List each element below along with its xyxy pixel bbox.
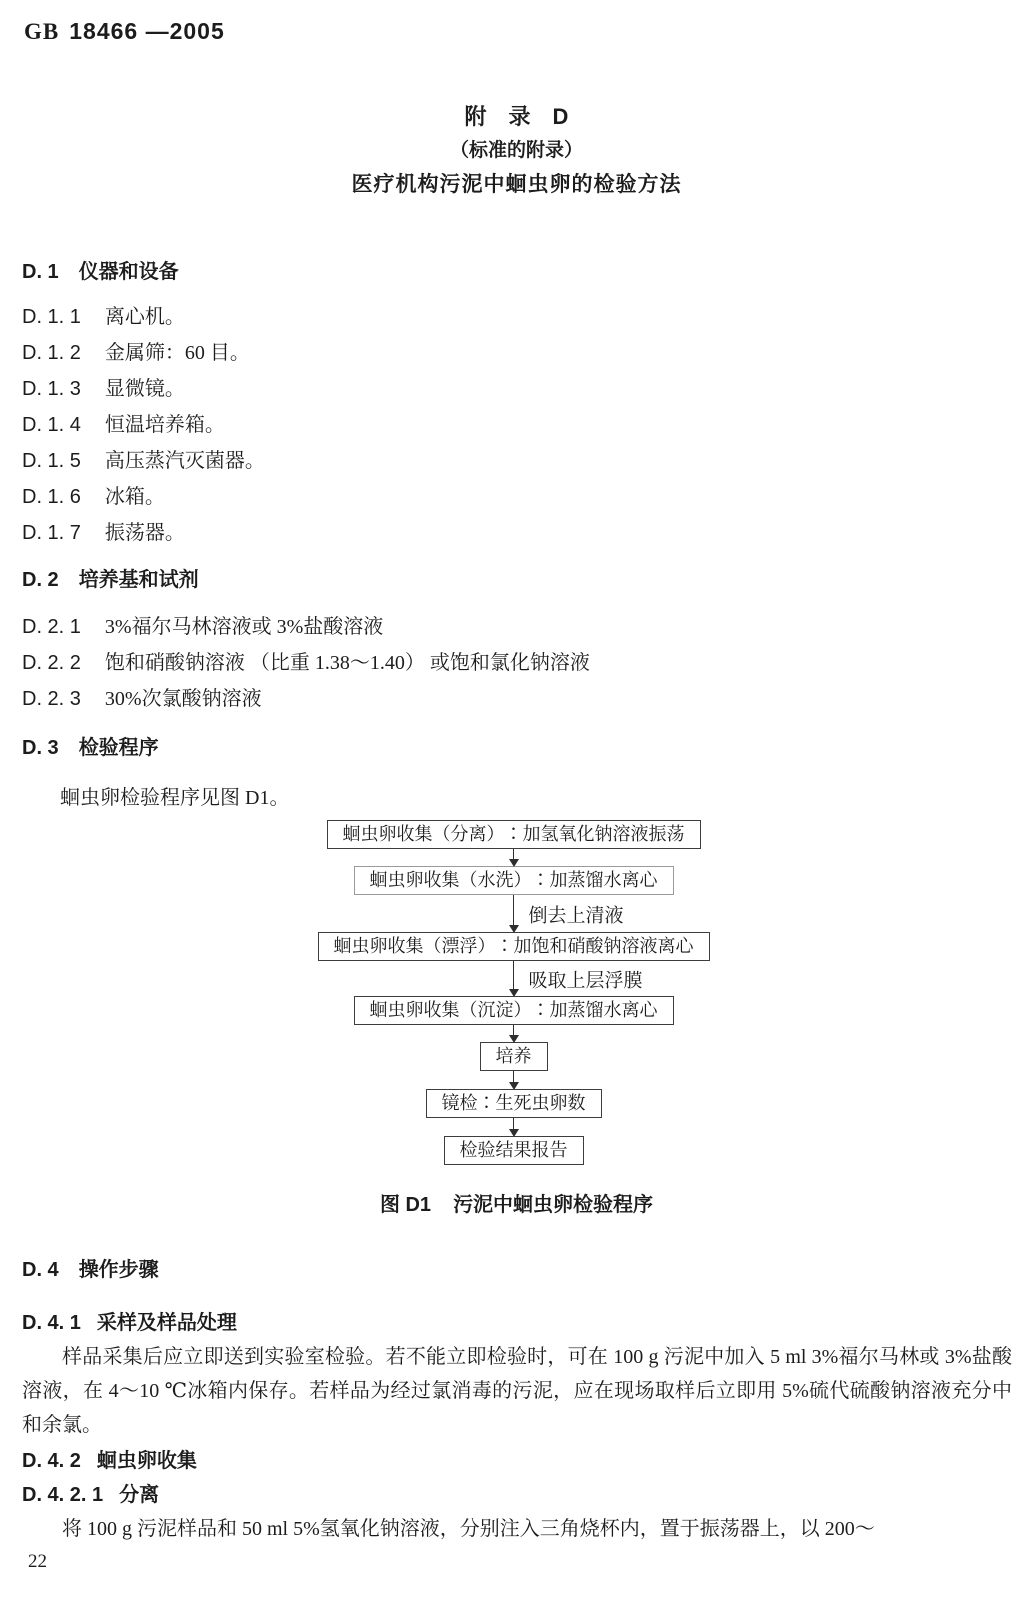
clause-number: D. 2. 2 <box>22 652 81 674</box>
clause-item <box>22 444 1011 480</box>
clause-list-d1 <box>22 300 1011 552</box>
standard-prefix: GB <box>24 19 60 44</box>
clause-text: 饱和硝酸钠溶液 （比重 1.38～1.40） 或饱和氯化钠溶液 <box>104 652 590 674</box>
clause-item <box>22 646 1011 682</box>
arrow-shaft <box>513 895 515 930</box>
section-title: 分离 <box>119 1484 160 1506</box>
clause-number: D. 1. 4 <box>22 414 81 436</box>
arrow-shaft <box>513 1025 515 1040</box>
clause-number: D. 1. 2 <box>22 342 81 364</box>
clause-number: D. 1. 3 <box>22 378 81 400</box>
flowchart-box-culture: 培养 <box>480 1042 548 1071</box>
paragraph-separation: 将 100 g 污泥样品和 50 ml 5%氢氧化钠溶液，分别注入三角烧杯内，置于振荡器上，以 200～ <box>62 1518 875 1540</box>
section-number: D. 2 <box>22 569 59 591</box>
page-number: 22 <box>28 1551 47 1572</box>
clause-item <box>22 480 1011 516</box>
clause-text: 振荡器。 <box>104 522 185 544</box>
arrow-shaft <box>513 961 515 994</box>
flowchart-box-sedimentation: 蛔虫卵收集（沉淀）∶加蒸馏水离心 <box>354 996 674 1025</box>
figure-caption <box>0 1188 1033 1217</box>
clause-text: 冰箱。 <box>104 486 165 508</box>
section-number: D. 4 <box>22 1259 59 1281</box>
section-title: 培养基和试剂 <box>78 569 199 591</box>
clause-number: D. 1. 6 <box>22 486 81 508</box>
appendix-heading: 医疗机构污泥中蛔虫卵的检验方法 <box>351 173 682 196</box>
appendix-title: 附 录 D <box>464 104 569 129</box>
appendix-subtitle: （标准的附录） <box>449 140 583 161</box>
flowchart-figure-d1 <box>0 820 1027 1165</box>
section-number: D. 3 <box>22 737 59 759</box>
flowchart-box-flotation: 蛔虫卵收集（漂浮）∶加饱和硝酸钠溶液离心 <box>318 932 710 961</box>
figure-caption-label: 图 D1 <box>379 1194 432 1216</box>
arrow-label-decant: 倒去上清液 <box>528 905 624 926</box>
clause-item <box>22 610 1011 646</box>
figure-reference-line: 蛔虫卵检验程序见图 D1。 <box>60 787 290 809</box>
section-title: 采样及样品处理 <box>96 1312 237 1334</box>
section-heading-d41 <box>22 1306 237 1335</box>
clause-item <box>22 300 1011 336</box>
section-number: D. 4. 2 <box>22 1450 81 1472</box>
clause-item <box>22 516 1011 552</box>
arrow-shaft <box>513 1071 515 1087</box>
section-heading-d3 <box>22 731 159 760</box>
clause-number: D. 1. 1 <box>22 306 81 328</box>
section-title: 检验程序 <box>78 737 159 759</box>
section-heading-d1 <box>22 255 179 284</box>
clause-text: 3%福尔马林溶液或 3%盐酸溶液 <box>104 616 384 638</box>
section-number: D. 4. 2. 1 <box>22 1484 104 1506</box>
flowchart-box-wash: 蛔虫卵收集（水洗）∶加蒸馏水离心 <box>354 866 674 895</box>
clause-number: D. 2. 3 <box>22 688 81 710</box>
section-heading-d4 <box>22 1253 159 1282</box>
arrow-shaft <box>513 849 515 864</box>
standard-digits: 18466 —2005 <box>69 18 225 44</box>
section-heading-d42 <box>22 1444 197 1473</box>
section-title: 操作步骤 <box>78 1259 159 1281</box>
clause-number: D. 1. 7 <box>22 522 81 544</box>
appendix-title-block <box>0 100 1033 202</box>
section-number: D. 4. 1 <box>22 1312 81 1334</box>
clause-text: 恒温培养箱。 <box>104 414 225 436</box>
paragraph-sampling: 样品采集后应立即送到实验室检验。若不能立即检验时，可在 100 g 污泥中加入 5 ml 3%福尔马林或 3%盐酸溶液，在 4～10 ℃冰箱内保存。若样品为经过氯消毒的污泥，应在现场取样后立即用 5%硫代硫酸钠溶液充分中和余氯。 <box>22 1346 1012 1436</box>
clause-item <box>22 408 1011 444</box>
clause-text: 金属筛：60 目。 <box>104 342 250 364</box>
flowchart-box-microscopy: 镜检∶生死虫卵数 <box>426 1089 602 1118</box>
flowchart-box-report: 检验结果报告 <box>444 1136 584 1165</box>
clause-text: 高压蒸汽灭菌器。 <box>104 450 265 472</box>
flowchart-box-separation: 蛔虫卵收集（分离）∶加氢氧化钠溶液振荡 <box>327 820 701 849</box>
section-heading-d2 <box>22 563 199 592</box>
clause-text: 显微镜。 <box>104 378 185 400</box>
standard-number <box>24 18 225 45</box>
arrow-label-aspirate: 吸取上层浮膜 <box>528 970 643 991</box>
figure-caption-text: 污泥中蛔虫卵检验程序 <box>453 1194 654 1216</box>
clause-text: 30%次氯酸钠溶液 <box>104 688 262 710</box>
arrow-shaft <box>513 1118 515 1134</box>
clause-list-d2 <box>22 610 1011 718</box>
clause-number: D. 2. 1 <box>22 616 81 638</box>
section-heading-d421 <box>22 1478 159 1507</box>
section-title: 仪器和设备 <box>78 261 179 283</box>
section-number: D. 1 <box>22 261 59 283</box>
clause-text: 离心机。 <box>104 306 185 328</box>
section-title: 蛔虫卵收集 <box>96 1450 197 1472</box>
clause-item <box>22 372 1011 408</box>
clause-number: D. 1. 5 <box>22 450 81 472</box>
clause-item <box>22 336 1011 372</box>
clause-item <box>22 682 1011 718</box>
